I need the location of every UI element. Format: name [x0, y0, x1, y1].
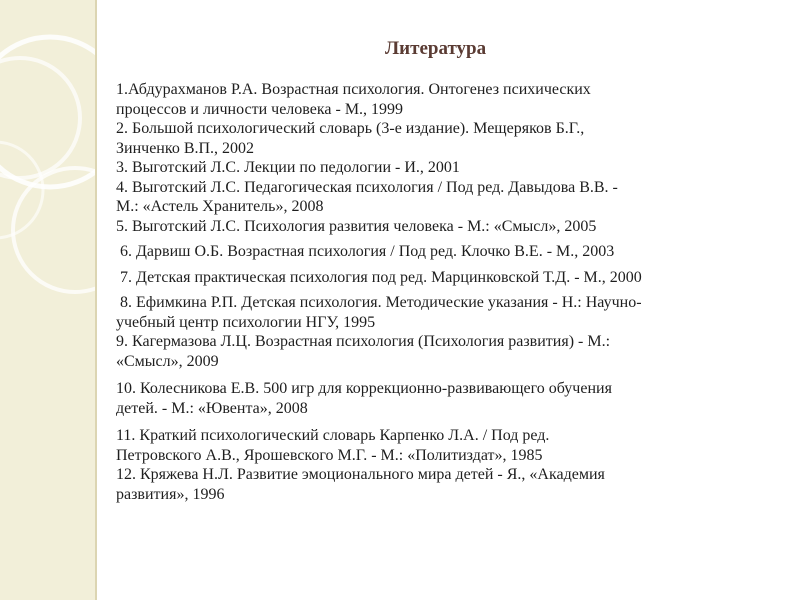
reference-item: 12. Кряжева Н.Л. Развитие эмоционального мира детей - Я., «Академия развития», 1996 — [116, 466, 605, 503]
reference-item: 10. Колесникова Е.В. 500 игр для коррекционно-развивающего обучения детей. - М.: «Ювента», 2008 — [116, 380, 612, 417]
decorative-rings — [0, 0, 95, 600]
decorative-side-panel — [0, 0, 95, 600]
reference-item: 4. Выготский Л.С. Педагогическая психология / Под ред. Давыдова В.В. - М.: «Астель Хранитель», 2008 — [116, 178, 618, 215]
reference-item: 8. Ефимкина Р.П. Детская психология. Методические указания - Н.: Научно- учебный центр психологии НГУ, 1995 — [116, 294, 642, 331]
reference-item: 2. Большой психологический словарь (3-е издание). Мещеряков Б.Г., Зинченко В.П., 2002 — [116, 120, 585, 157]
reference-item: 7. Детская практическая психология под ред. Марцинковской Т.Д. - М., 2000 — [116, 268, 642, 286]
reference-item: 1.Абдурахманов Р.А. Возрастная психология. Онтогенез психических процессов и личности человека - М., 1999 — [116, 81, 591, 118]
panel-divider — [95, 0, 97, 600]
reference-item: 9. Кагермазова Л.Ц. Возрастная психология (Психология развития) - М.: «Смысл», 2009 — [116, 333, 611, 370]
reference-item: 5. Выготский Л.С. Психология развития человека - М.: «Смысл», 2005 — [116, 217, 597, 235]
reference-item: 11. Краткий психологический словарь Карпенко Л.А. / Под ред. Петровского А.В., Ярошевского М.Г. - М.: «Политиздат», 1985 — [116, 427, 550, 464]
reference-list — [116, 80, 776, 504]
reference-item: 6. Дарвиш О.Б. Возрастная психология / Под ред. Клочко В.Е. - М., 2003 — [116, 243, 615, 260]
slide-title: Литература — [385, 38, 487, 59]
reference-item: 3. Выготский Л.С. Лекции по педологии - И., 2001 — [116, 159, 460, 176]
